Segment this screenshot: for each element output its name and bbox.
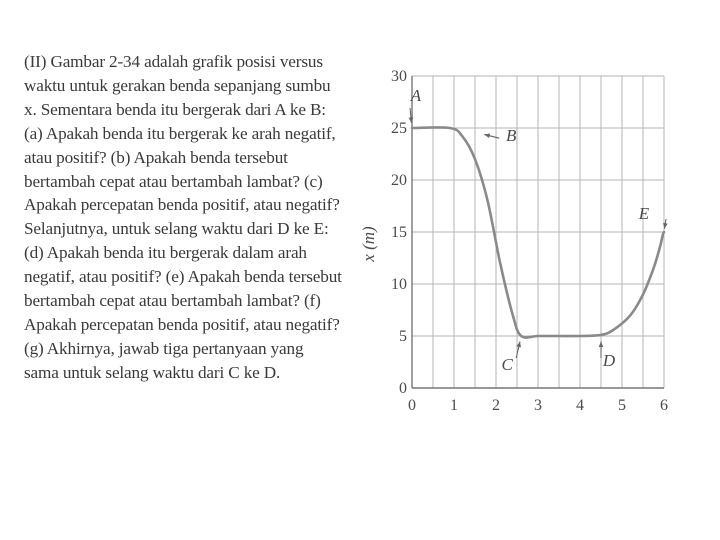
problem-line: (g) Akhirnya, jawab tiga pertanyaan yang xyxy=(24,338,304,358)
y-tick-label: 5 xyxy=(399,328,407,345)
problem-line: sama untuk selang waktu dari C ke D. xyxy=(24,362,281,382)
x-tick-label: 5 xyxy=(618,397,626,414)
point-label-a: A xyxy=(410,86,422,105)
annotation-arrowhead xyxy=(599,342,604,348)
problem-line: (II) Gambar 2-34 adalah grafik posisi versus xyxy=(24,52,323,71)
problem-line: bertambah cepat atau bertambah lambat? (c) xyxy=(24,171,323,191)
y-tick-label: 10 xyxy=(391,276,407,293)
problem-line: Apakah percepatan benda positif, atau negatif? xyxy=(24,195,340,215)
problem-line: Selanjutnya, untuk selang waktu dari D ke E: xyxy=(24,219,329,239)
problem-line: x. Sementara benda itu bergerak dari A ke B: xyxy=(24,99,326,119)
problem-line: atau positif? (b) Apakah benda tersebut xyxy=(24,147,288,167)
x-tick-label: 0 xyxy=(408,397,416,414)
y-tick-label: 20 xyxy=(391,172,407,189)
y-axis-label: x (m) xyxy=(359,226,378,262)
y-tick-label: 25 xyxy=(391,120,407,137)
y-tick-label: 15 xyxy=(391,224,407,241)
point-label-e: E xyxy=(638,204,650,223)
x-tick-label: 2 xyxy=(492,397,500,414)
problem-line: Apakah percepatan benda positif, atau negatif? xyxy=(24,314,340,334)
problem-line: bertambah cepat atau bertambah lambat? (f) xyxy=(24,291,321,311)
x-tick-label: 4 xyxy=(576,397,584,414)
x-tick-label: 6 xyxy=(660,397,668,414)
problem-line: (a) Apakah benda itu bergerak ke arah negatif, xyxy=(24,123,336,143)
problem-line: waktu untuk gerakan benda sepanjang sumbu xyxy=(24,75,331,95)
chart-grid xyxy=(412,76,664,388)
problem-line: negatif, atau positif? (e) Apakah benda tersebut xyxy=(24,267,342,287)
point-label-b: B xyxy=(506,126,517,146)
problem-line: (d) Apakah benda itu bergerak dalam arah xyxy=(24,243,307,263)
x-tick-label: 3 xyxy=(534,397,542,414)
x-tick-label: 1 xyxy=(450,397,458,414)
point-label-d: D xyxy=(602,351,616,370)
y-tick-label: 0 xyxy=(399,380,407,397)
point-label-c: C xyxy=(501,355,513,374)
y-tick-label: 30 xyxy=(391,68,407,85)
